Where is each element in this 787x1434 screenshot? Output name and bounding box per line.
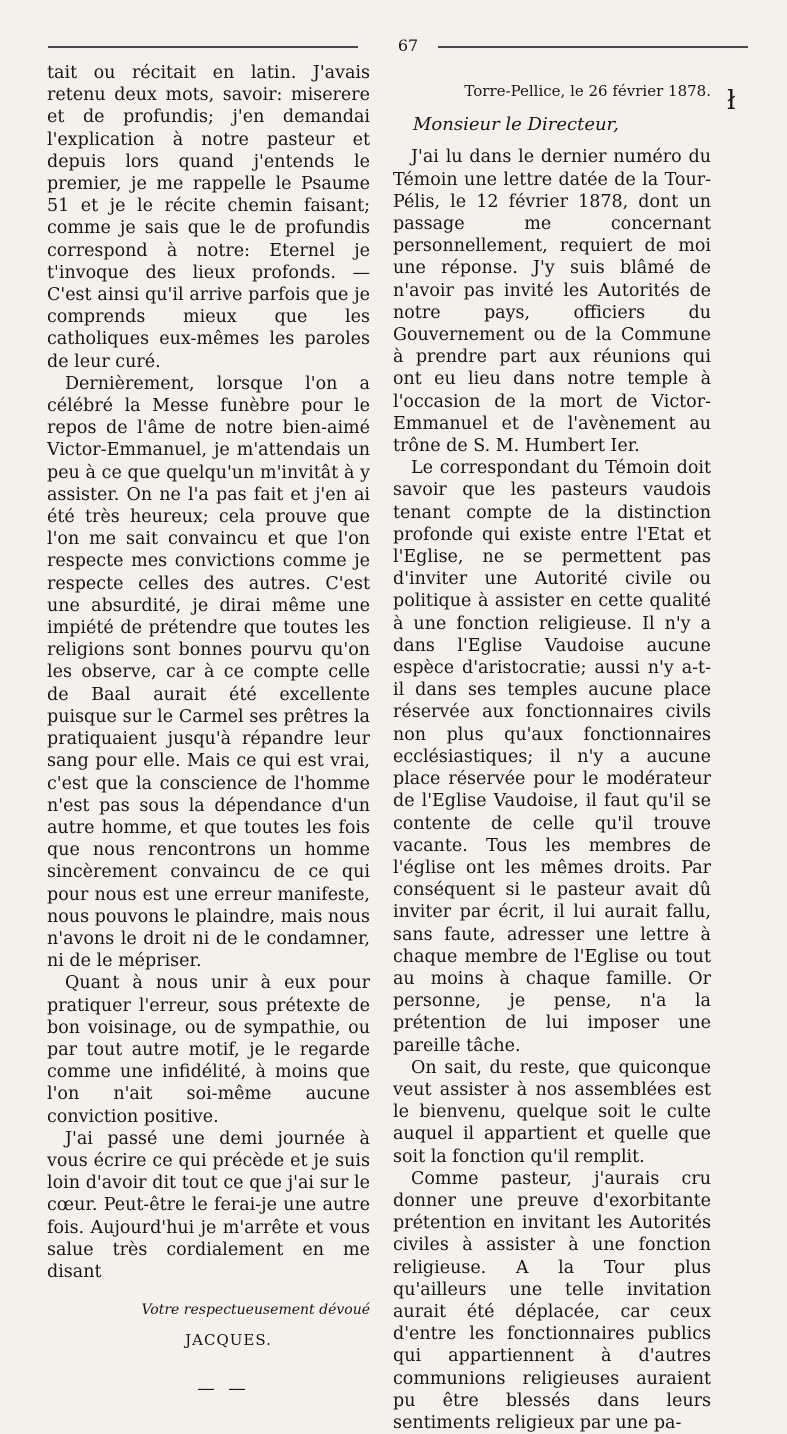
left-column [47,62,370,1400]
header-rule-left [48,46,358,48]
right-paragraph-4: Comme pasteur, j'aurais cru donner une preuve d'exorbitante prétention en invitant les Autorités civiles à assister à une fonction religieuse. A la Tour plus qu'ailleurs une telle invitation aurait été déplacée, car ceux d'entre les fonctionnaires publics qui appartiennent à d'autres communions religieuses auraient pu être blessés dans leurs sentiments religieux par une pa- [393,1168,711,1433]
letter-signature: JACQUES. [185,1331,272,1350]
margin-annotation: ł [727,86,736,116]
letter-closing: Votre respectueusement dévoué [141,1302,370,1319]
left-paragraph-3: Quant à nous unir à eux pour pratiquer l'erreur, sous prétexte de bon voisinage, ou de sympathie, ou par tout autre motif, je le regarde comme une infidélité, à moins que l'on n'ait soi-même aucune conviction positive. [47,973,370,1127]
page-header [48,36,748,56]
left-paragraph-4: J'ai passé une demi journée à vous écrire ce qui précède et je suis loin d'avoir dit tout ce que j'ai sur le cœur. Peut-être le ferai-je une autre fois. Aujourd'hui je m'arrête et vous salue très cordialement en me disant [47,1128,370,1282]
left-paragraph-2: Dernièrement, lorsque l'on a célébré la Messe funèbre pour le repos de l'âme de notre bien-aimé Victor-Emmanuel, je m'attendais un peu à ce que quelqu'un m'invitât à y assister. On ne l'a pas fait et j'en ai été très heureux; cela prouve que l'on me sait convaincu et que l'on respecte mes convictions comme je respecte celles des autres. C'est une absurdité, je dirai même une impiété de prétendre que toutes les religions sont bonnes pourvu qu'on les observe, car à ce compte celle de Baal aurait été excellente puisque sur le Carmel ses prêtres la pratiquaient jusqu'à répandre leur sang pour elle. Mais ce qui est vrai, c'est que la conscience de l'homme n'est pas sous la dépendance d'un autre homme, et que toutes les fois que nous rencontrons un homme sincèrement convaincu de ce qui pour nous est une erreur manifeste, nous pouvons le plaindre, mais nous n'avons le droit ni de le condamner, ni de le mépriser. [47,373,370,972]
right-paragraph-1: J'ai lu dans le dernier numéro du Témoin une lettre datée de la Tour-Pélis, le 12 février 1878, dont un passage me concernant personnellement, requiert de moi une réponse. J'y suis blâmé de n'avoir pas invité les Autorités de notre pays, officiers du Gouvernement ou de la Commune à prendre part aux réunions qui ont eu lieu dans notre temple à l'occasion de la mort de Victor-Emmanuel et de l'avènement au trône de S. M. Humbert Ier. [393,147,711,457]
page-number: 67 [397,36,419,55]
right-column [393,62,711,1434]
section-separator: — — [197,1378,250,1399]
left-paragraph-1: tait ou récitait en latin. J'avais retenu deux mots, savoir: miserere et de profundis; j'en demandai l'explication à notre pasteur et depuis lors quand j'entends le premier, je me rappelle le Psaume 51 et je le récite chemin faisant; comme je sais que le de profundis correspond à notre: Eternel je t'invoque des lieux profonds. — C'est ainsi qu'il arrive parfois que je comprends mieux que les catholiques eux-mêmes les paroles de leur curé. [47,63,370,372]
right-paragraph-3: On sait, du reste, que quiconque veut assister à nos assemblées est le bienvenu, quelque soit le culte auquel il appartient et quelle que soit la fonction qu'il remplit. [393,1057,711,1167]
header-rule-right [438,46,748,48]
letter-dateline: Torre-Pellice, le 26 février 1878. [464,82,711,100]
right-paragraph-2: Le correspondant du Témoin doit savoir que les pasteurs vaudois tenant compte de la distinction profonde qui existe entre l'Etat et l'Eglise, ne se permettent pas d'inviter une Autorité civile ou politique à assister en cette qualité à une fonction religieuse. Il n'y a dans l'Eglise Vaudoise aucune espèce d'aristocratie; aussi n'y a-t-il dans ses temples aucune place réservée aux fonctionnaires civils non plus qu'aux fonctionnaires ecclésiastiques; il n'y a aucune place réservée pour le modérateur de l'Eglise Vaudoise, il faut qu'il se contente de celle qu'il trouve vacante. Tous les membres de l'église ont les mêmes droits. Par conséquent si le pasteur avait dû inviter par écrit, il lui aurait fallu, sans faute, adresser une lettre à chaque membre de l'Eglise ou tout au moins à chaque famille. Or personne, je pense, n'a la prétention de lui imposer une pareille tâche. [393,458,711,1056]
letter-salutation: Monsieur le Directeur, [413,114,619,136]
